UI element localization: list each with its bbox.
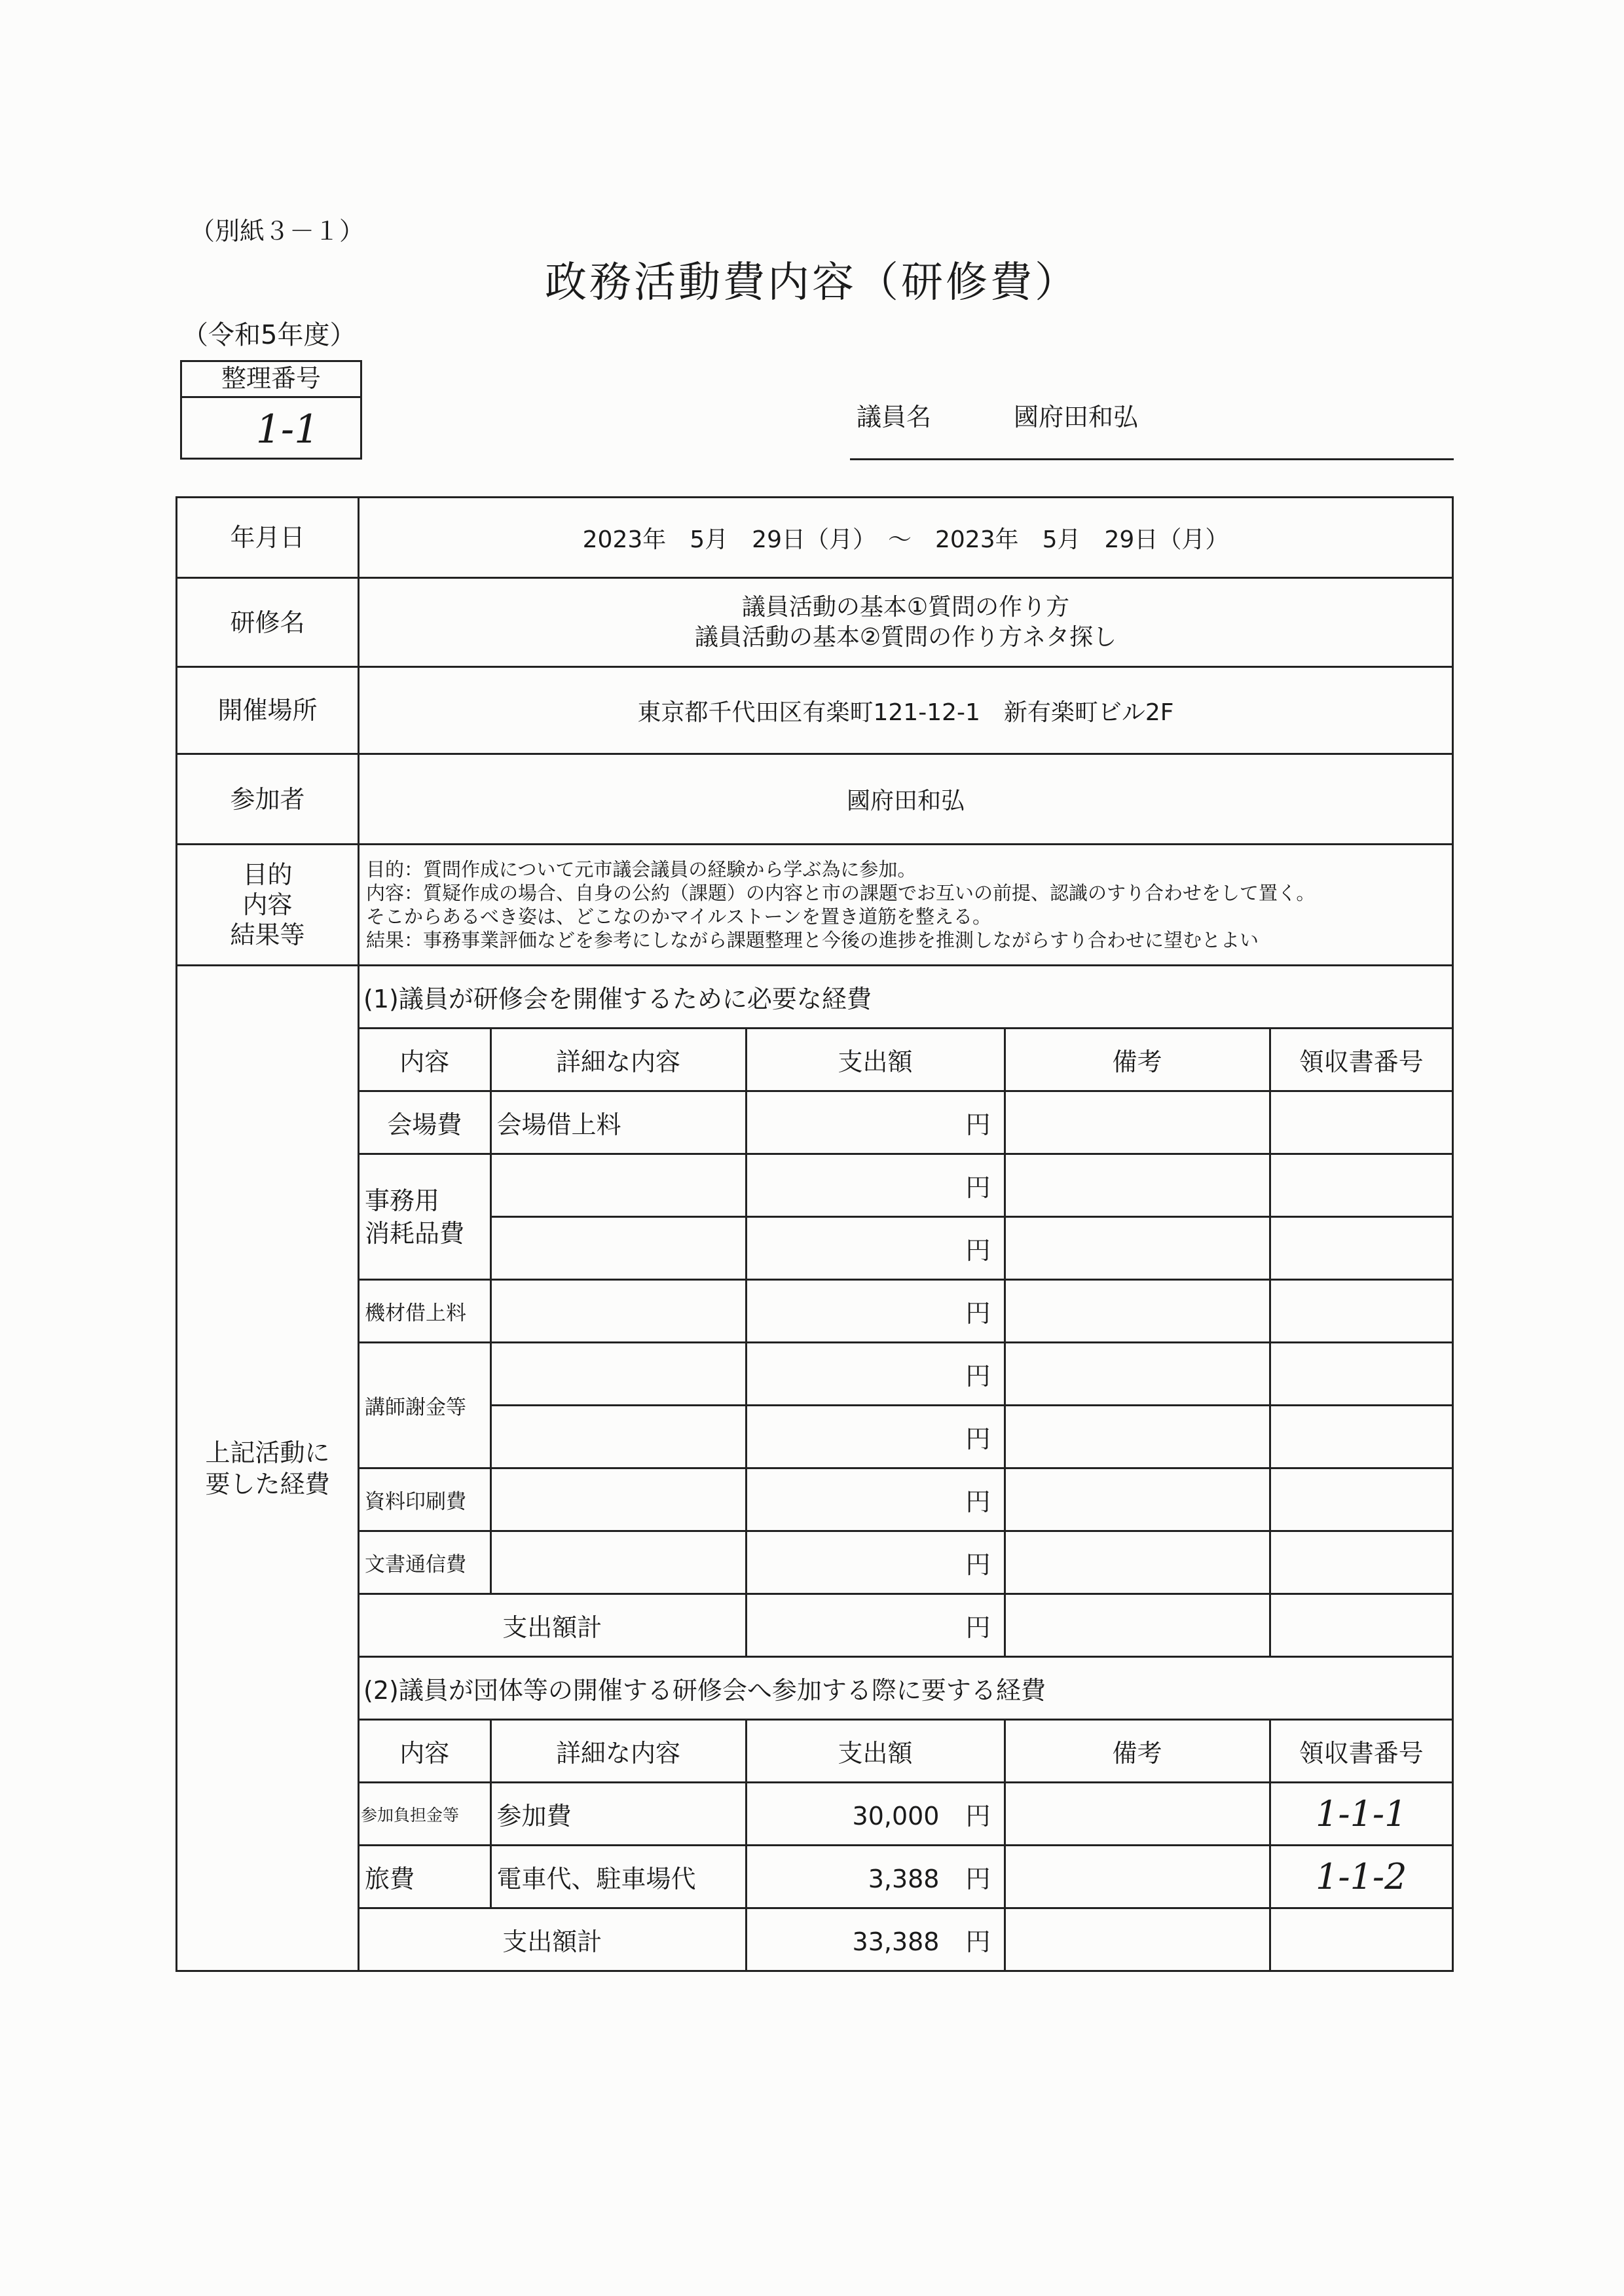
s1-amount-cell: [746, 1091, 1005, 1154]
expense-tables: [359, 966, 1453, 1971]
s1-detail-cell: [490, 1280, 746, 1343]
s2-header-amount: 支出額: [746, 1720, 1005, 1783]
s1-receipt-cell: [1270, 1468, 1452, 1531]
s1-detail-cell: [490, 1531, 746, 1594]
s2-receipt-ryohi: 1-1-2: [1270, 1846, 1452, 1908]
s1-amount-cell: [746, 1280, 1005, 1343]
s2-detail-ryohi: 電車代、駐車場代: [490, 1846, 746, 1908]
s1-amount-cell: [746, 1531, 1005, 1594]
page-title: 政務活動費内容（研修費）: [545, 259, 1079, 307]
table-row: [360, 1154, 1452, 1217]
giin-label: 議員名: [857, 403, 932, 431]
s1-item-jimu-1: 事務用: [365, 1186, 440, 1215]
s2-remarks-cell: [1005, 1783, 1270, 1846]
s2-item-sanka: 参加負担金等: [360, 1783, 490, 1846]
s2-header-item: 内容: [360, 1720, 490, 1783]
s1-remarks-cell: [1005, 1406, 1270, 1468]
expense-row: [177, 966, 1453, 1971]
s1-receipt-cell: [1270, 1217, 1452, 1280]
s1-total-amount: [746, 1594, 1005, 1657]
purpose-line-2: 内容：質疑作成の場合、自身の公約（課題）の内容と市の課題でお互いの前提、認識のすり合わせをして置く。: [366, 882, 1316, 904]
s1-receipt-cell: [1270, 1154, 1452, 1217]
s1-remarks-cell: [1005, 1343, 1270, 1406]
s1-header-remarks: 備考: [1005, 1029, 1270, 1091]
s1-header-detail: 詳細な内容: [490, 1029, 746, 1091]
purpose-line-4: 結果：事務事業評価などを参考にしながら課題整理と今後の進捗を推測しながらすり合わせに望むとよい: [366, 929, 1259, 951]
s2-header-detail: 詳細な内容: [490, 1720, 746, 1783]
s1-receipt-cell: [1270, 1594, 1452, 1657]
amount-value: 33,388: [852, 1927, 940, 1956]
seiri-value: 1-1: [255, 407, 320, 452]
purpose-label-1: 目的: [242, 860, 293, 889]
training-line-2: 議員活動の基本②質問の作り方ネタ探し: [694, 623, 1117, 651]
seiri-label: 整理番号: [182, 362, 360, 398]
purpose-line-3: そこからあるべき姿は、どこなのかマイルストーンを置き道筋を整える。: [366, 905, 991, 928]
table-row: [360, 1468, 1452, 1531]
table-row: [360, 1091, 1452, 1154]
yen-label: 円: [965, 1362, 991, 1391]
participant-label: 参加者: [177, 754, 359, 845]
purpose-label: [177, 845, 359, 966]
training-label: 研修名: [177, 578, 359, 667]
date-row: [177, 498, 1453, 578]
s1-receipt-cell: [1270, 1531, 1452, 1594]
s1-remarks-cell: [1005, 1280, 1270, 1343]
table-row: [360, 1531, 1452, 1594]
yen-label: 円: [965, 1927, 991, 1956]
section2-title: (2)議員が団体等の開催する研修会へ参加する際に要する経費: [360, 1657, 1452, 1720]
s1-amount-cell: [746, 1468, 1005, 1531]
s1-detail-cell: [490, 1217, 746, 1280]
s1-detail-cell: [490, 1343, 746, 1406]
s1-item-bunsho: 文書通信費: [360, 1531, 490, 1594]
s1-detail-cell: [490, 1468, 746, 1531]
s1-header-item: 内容: [360, 1029, 490, 1091]
s1-amount-cell: [746, 1343, 1005, 1406]
yen-label: 円: [965, 1802, 991, 1831]
venue-row: [177, 667, 1453, 754]
s2-remarks-cell: [1005, 1846, 1270, 1908]
s2-receipt-sanka: 1-1-1: [1270, 1783, 1452, 1846]
main-form-table: [175, 496, 1454, 1972]
yen-label: 円: [965, 1236, 991, 1265]
s2-receipt-cell: [1270, 1908, 1452, 1971]
section1-title: (1)議員が研修会を開催するために必要な経費: [360, 966, 1452, 1029]
s1-amount-cell: [746, 1217, 1005, 1280]
s2-total-amount: [746, 1908, 1005, 1971]
s2-detail-sanka: 参加費: [490, 1783, 746, 1846]
s1-receipt-cell: [1270, 1343, 1452, 1406]
purpose-content: [359, 845, 1453, 966]
s1-item-jimu-2: 消耗品費: [365, 1218, 465, 1248]
amount-value: 3,388: [868, 1865, 940, 1893]
s1-header-amount: 支出額: [746, 1029, 1005, 1091]
s1-receipt-cell: [1270, 1091, 1452, 1154]
s1-amount-cell: [746, 1406, 1005, 1468]
s1-remarks-cell: [1005, 1468, 1270, 1531]
expense-sub-table: [360, 966, 1452, 1970]
purpose-label-2: 内容: [242, 890, 293, 919]
yen-label: 円: [965, 1425, 991, 1453]
yen-label: 円: [965, 1110, 991, 1139]
s2-item-ryohi: 旅費: [360, 1846, 490, 1908]
s2-header-remarks: 備考: [1005, 1720, 1270, 1783]
training-line-1: 議員活動の基本①質問の作り方: [741, 593, 1070, 621]
s1-header-receipt: 領収書番号: [1270, 1029, 1452, 1091]
expense-label: [177, 966, 359, 1971]
s1-remarks-cell: [1005, 1594, 1270, 1657]
purpose-label-3: 結果等: [230, 920, 305, 949]
participant-value: 國府田和弘: [359, 754, 1453, 845]
attachment-note: （別紙３－１）: [190, 217, 365, 246]
s2-total-label: 支出額計: [360, 1908, 746, 1971]
training-row: [177, 578, 1453, 667]
table-row: [360, 1846, 1452, 1908]
fiscal-year: （令和5年度）: [182, 320, 356, 350]
expense-label-1: 上記活動に: [205, 1438, 330, 1467]
yen-label: 円: [965, 1299, 991, 1328]
section1-header-row: [360, 1029, 1452, 1091]
yen-label: 円: [965, 1550, 991, 1579]
s1-item-kizai: 機材借上料: [360, 1280, 490, 1343]
s1-remarks-cell: [1005, 1091, 1270, 1154]
s1-receipt-cell: [1270, 1280, 1452, 1343]
venue-value: 東京都千代田区有楽町121-12-1 新有楽町ビル2F: [359, 667, 1453, 754]
giin-underline: [850, 458, 1454, 460]
s2-header-receipt: 領収書番号: [1270, 1720, 1452, 1783]
s1-detail-cell: [490, 1406, 746, 1468]
yen-label: 円: [965, 1613, 991, 1642]
giin-name: 國府田和弘: [1014, 403, 1139, 431]
table-row: [360, 1343, 1452, 1406]
s1-remarks-cell: [1005, 1217, 1270, 1280]
yen-label: 円: [965, 1173, 991, 1202]
s1-remarks-cell: [1005, 1531, 1270, 1594]
s2-amount-ryohi: [746, 1846, 1005, 1908]
s1-item-shiryo: 資料印刷費: [360, 1468, 490, 1531]
table-row: [360, 1280, 1452, 1343]
venue-label: 開催場所: [177, 667, 359, 754]
s1-receipt-cell: [1270, 1406, 1452, 1468]
table-row: [360, 1217, 1452, 1280]
s1-detail-cell: [490, 1154, 746, 1217]
section1-total-row: [360, 1594, 1452, 1657]
training-value: [359, 578, 1453, 667]
s1-total-label: 支出額計: [360, 1594, 746, 1657]
s1-remarks-cell: [1005, 1154, 1270, 1217]
section2-total-row: [360, 1908, 1452, 1971]
s2-amount-sanka: [746, 1783, 1005, 1846]
purpose-line-1: 目的：質問作成について元市議会議員の経験から学ぶ為に参加。: [366, 858, 917, 881]
purpose-row: [177, 845, 1453, 966]
amount-value: 30,000: [852, 1802, 940, 1831]
participant-row: [177, 754, 1453, 845]
s1-item-kaijo: 会場費: [360, 1091, 490, 1154]
table-row: [360, 1783, 1452, 1846]
seiri-box: [180, 360, 362, 460]
s1-item-koshi: 講師謝金等: [360, 1343, 490, 1468]
date-value: 2023年 5月 29日（月） ～ 2023年 5月 29日（月）: [359, 498, 1453, 578]
s1-amount-cell: [746, 1154, 1005, 1217]
yen-label: 円: [965, 1865, 991, 1893]
date-label: 年月日: [177, 498, 359, 578]
s2-remarks-cell: [1005, 1908, 1270, 1971]
s1-item-jimu: [360, 1154, 490, 1280]
s1-detail-kaijo: 会場借上料: [490, 1091, 746, 1154]
yen-label: 円: [965, 1487, 991, 1516]
table-row: [360, 1406, 1452, 1468]
expense-label-2: 要した経費: [205, 1469, 330, 1499]
section2-header-row: [360, 1720, 1452, 1783]
